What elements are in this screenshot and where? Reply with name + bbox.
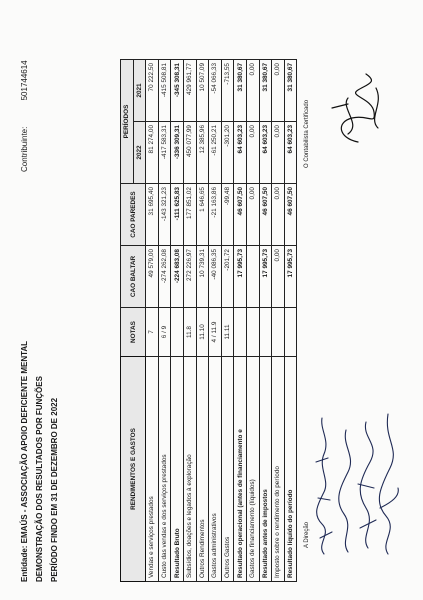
table-row bbox=[284, 60, 297, 582]
row-label: Outros Rendimentos bbox=[196, 357, 209, 582]
contabilista-signature bbox=[318, 68, 398, 148]
row-label: Custo das vendas e dos serviços prestados bbox=[158, 357, 171, 582]
header-rendimentos: RENDIMENTOS E GASTOS bbox=[121, 357, 146, 582]
row-paredes: 46 607,50 bbox=[284, 184, 297, 246]
row-paredes: 46 607,50 bbox=[259, 184, 272, 246]
row-paredes: -143 321,23 bbox=[158, 184, 171, 246]
row-label: Resultado líquido do período bbox=[284, 357, 297, 582]
contribuinte-value: 501744614 bbox=[20, 60, 29, 101]
row-baltar: 49 579,00 bbox=[146, 246, 159, 308]
row-notes: 11.10 bbox=[196, 308, 209, 357]
header-notas: NOTAS bbox=[121, 308, 146, 357]
row-notes bbox=[272, 308, 285, 357]
row-notes bbox=[284, 308, 297, 357]
row-paredes: 177 851,02 bbox=[183, 184, 196, 246]
row-baltar: 0,00 bbox=[272, 246, 285, 308]
row-label: Outros Gastos bbox=[221, 357, 234, 582]
row-2021: 31 380,67 bbox=[234, 60, 247, 122]
row-2021: 0,00 bbox=[246, 60, 259, 122]
row-2021: -345 308,31 bbox=[171, 60, 184, 122]
row-paredes: -111 625,83 bbox=[171, 184, 184, 246]
row-2021: -713,55 bbox=[221, 60, 234, 122]
row-baltar: 17 995,73 bbox=[284, 246, 297, 308]
row-notes bbox=[246, 308, 259, 357]
row-2022: -336 309,31 bbox=[171, 122, 184, 184]
row-label: Resultado Bruto bbox=[171, 357, 184, 582]
contribuinte-label: Contribuinte: bbox=[20, 126, 29, 172]
row-paredes: 0,00 bbox=[272, 184, 285, 246]
row-baltar bbox=[246, 246, 259, 308]
row-notes: 11.11 bbox=[221, 308, 234, 357]
row-label: Resultado antes de impostos bbox=[259, 357, 272, 582]
row-baltar: -40 086,35 bbox=[209, 246, 222, 308]
header-periodos: PERÍODOS bbox=[121, 60, 134, 184]
row-2022: 0,00 bbox=[246, 122, 259, 184]
row-label: Vendas e serviços prestados bbox=[146, 357, 159, 582]
table-row bbox=[209, 60, 222, 582]
row-baltar: -201,72 bbox=[221, 246, 234, 308]
row-label: Gastos administrativos bbox=[209, 357, 222, 582]
header-2022: 2022 bbox=[133, 122, 146, 184]
contabilista-label: O Contabilista Certificado bbox=[304, 99, 310, 168]
row-2022: 64 603,23 bbox=[234, 122, 247, 184]
header-cao-baltar: CAO BALTAR bbox=[121, 246, 146, 308]
direcao-label: A Direção bbox=[304, 521, 310, 548]
row-2022: 12 385,96 bbox=[196, 122, 209, 184]
table-row bbox=[158, 60, 171, 582]
row-2021: 31 380,67 bbox=[259, 60, 272, 122]
row-2022: 64 603,23 bbox=[284, 122, 297, 184]
contribuinte bbox=[20, 60, 29, 172]
table-row bbox=[246, 60, 259, 582]
table-row bbox=[259, 60, 272, 582]
table-row bbox=[234, 60, 247, 582]
results-table bbox=[120, 59, 297, 582]
row-paredes: -21 163,86 bbox=[209, 184, 222, 246]
row-2022: -417 583,31 bbox=[158, 122, 171, 184]
row-2022: -61 250,21 bbox=[209, 122, 222, 184]
row-notes: 7 bbox=[146, 308, 159, 357]
table-header-row bbox=[121, 60, 134, 582]
row-baltar: 272 226,97 bbox=[183, 246, 196, 308]
row-2021: -415 508,81 bbox=[158, 60, 171, 122]
row-2022: 81 274,00 bbox=[146, 122, 159, 184]
row-notes bbox=[259, 308, 272, 357]
header-2021: 2021 bbox=[133, 60, 146, 122]
row-2021: 70 222,50 bbox=[146, 60, 159, 122]
row-2022: 0,00 bbox=[272, 122, 285, 184]
row-2022: 450 077,99 bbox=[183, 122, 196, 184]
document-title: DEMONSTRAÇÃO DOS RESULTADOS POR FUNÇÕES bbox=[35, 376, 44, 582]
row-notes: 6 / 9 bbox=[158, 308, 171, 357]
row-baltar: 17 995,73 bbox=[234, 246, 247, 308]
row-notes: 11.8 bbox=[183, 308, 196, 357]
row-label: Imposto sobre o rendimento do período bbox=[272, 357, 285, 582]
row-baltar: -224 683,08 bbox=[171, 246, 184, 308]
header-cao-paredes: CAO PAREDES bbox=[121, 184, 146, 246]
row-label: Resultado operacional (antes de financiamento e bbox=[234, 357, 247, 582]
row-baltar: 17 995,73 bbox=[259, 246, 272, 308]
row-baltar: 10 739,31 bbox=[196, 246, 209, 308]
row-notes bbox=[171, 308, 184, 357]
rotated-content bbox=[12, 28, 412, 588]
entity-line bbox=[20, 341, 29, 582]
row-notes: 4 / 11.9 bbox=[209, 308, 222, 357]
direcao-signatures bbox=[314, 408, 406, 558]
table-row bbox=[146, 60, 159, 582]
row-paredes: -99,48 bbox=[221, 184, 234, 246]
row-paredes: 1 646,65 bbox=[196, 184, 209, 246]
table-row bbox=[183, 60, 196, 582]
table-row bbox=[272, 60, 285, 582]
row-2022: 64 603,23 bbox=[259, 122, 272, 184]
row-2021: 0,00 bbox=[272, 60, 285, 122]
row-notes bbox=[234, 308, 247, 357]
row-baltar: -274 262,08 bbox=[158, 246, 171, 308]
row-paredes: 0,00 bbox=[246, 184, 259, 246]
entity-name: EMAÚS - ASSOCIAÇÃO APOIO DEFICIENTE MENTAL bbox=[20, 340, 29, 544]
row-2022: -301,20 bbox=[221, 122, 234, 184]
row-label: Subsídios, doações e legados à exploração bbox=[183, 357, 196, 582]
row-paredes: 46 607,50 bbox=[234, 184, 247, 246]
row-2021: 31 380,67 bbox=[284, 60, 297, 122]
table-row bbox=[221, 60, 234, 582]
table-row bbox=[171, 60, 184, 582]
entity-label: Entidade: bbox=[20, 545, 29, 582]
row-paredes: 31 695,40 bbox=[146, 184, 159, 246]
row-label: Gastos de financiamento (líquidos) bbox=[246, 357, 259, 582]
period-title: PERÍODO FINDO EM 31 DE DEZEMBRO DE 2022 bbox=[50, 397, 59, 582]
row-2021: 10 507,09 bbox=[196, 60, 209, 122]
row-2021: 429 961,77 bbox=[183, 60, 196, 122]
table-row bbox=[196, 60, 209, 582]
row-2021: -54 066,33 bbox=[209, 60, 222, 122]
